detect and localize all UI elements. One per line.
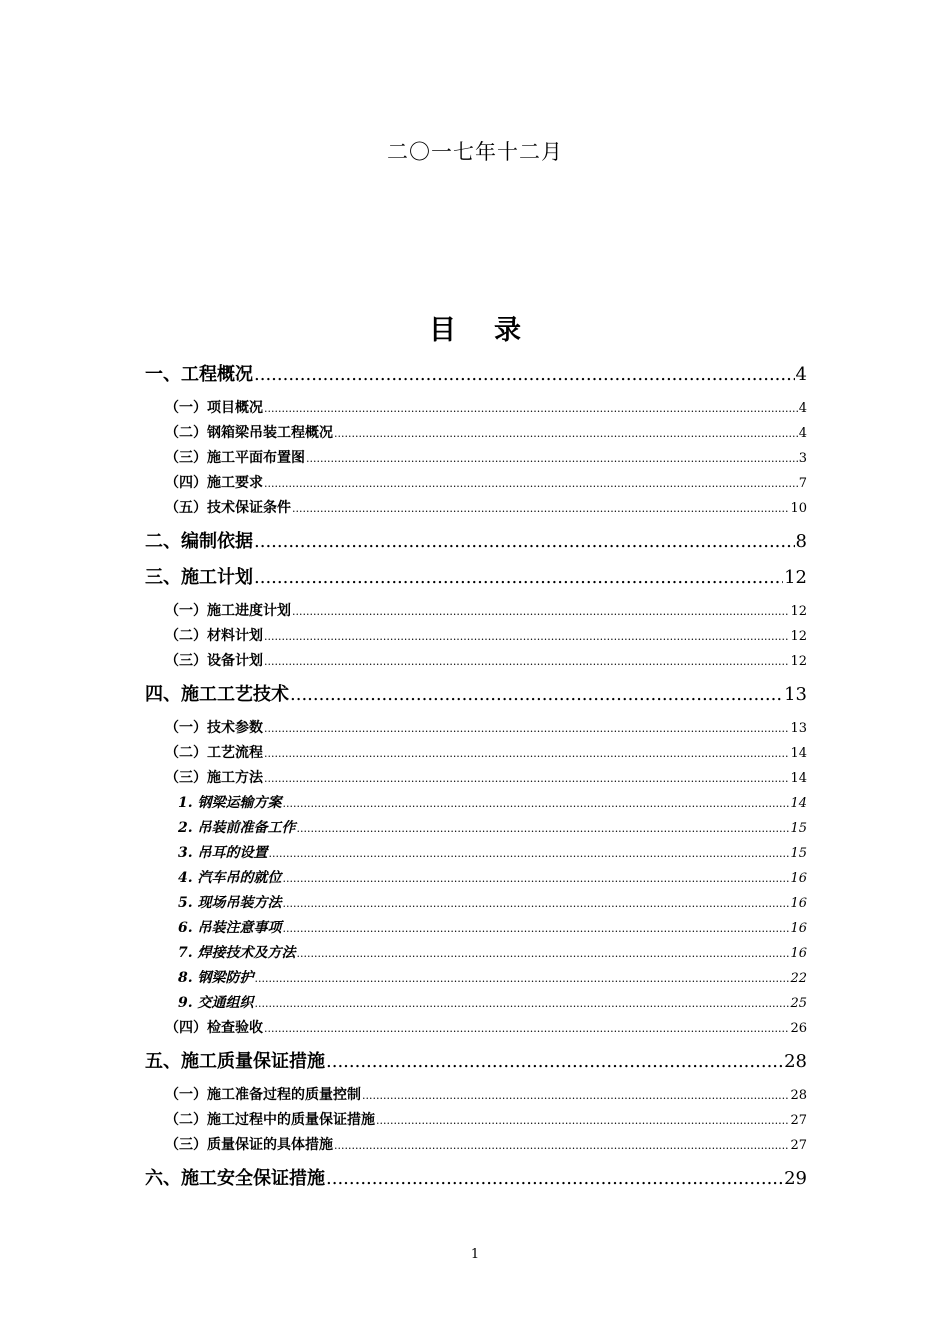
- toc-entry[interactable]: [145, 741, 807, 766]
- toc-entry[interactable]: [145, 1108, 807, 1133]
- toc-entry[interactable]: [145, 766, 807, 791]
- toc-entry-page: 29: [784, 1168, 807, 1189]
- toc-entry-label: 1. 钢梁运输方案: [178, 795, 282, 811]
- toc-dot-leader: [297, 816, 790, 841]
- toc-entry-label: （一）施工准备过程的质量控制: [165, 1087, 361, 1103]
- toc-entry-label: （三）施工平面布置图: [165, 450, 305, 466]
- toc-entry-page: 14: [790, 746, 807, 761]
- toc-entry-label: 9. 交通组织: [178, 995, 254, 1011]
- toc-entry-page: 14: [790, 796, 807, 811]
- toc-entry[interactable]: [145, 471, 807, 496]
- toc-dot-leader: [264, 624, 789, 649]
- toc-entry-page: 22: [790, 971, 807, 986]
- toc-entry[interactable]: [145, 916, 807, 941]
- toc-entry-page: 4: [798, 426, 807, 441]
- toc-entry-label: 四、施工工艺技术: [145, 684, 289, 705]
- toc-entry-page: 27: [790, 1113, 807, 1128]
- toc-entry[interactable]: [145, 1133, 807, 1158]
- toc-entry-label: （一）施工进度计划: [165, 603, 291, 619]
- toc-entry-label: 3. 吊耳的设置: [178, 845, 268, 861]
- toc-dot-leader: [264, 396, 798, 421]
- toc-entry-page: 4: [795, 364, 807, 385]
- toc-entry-label: 7. 焊接技术及方法: [178, 945, 296, 961]
- toc-entry[interactable]: [145, 866, 807, 891]
- toc-entry-label: （三）质量保证的具体措施: [165, 1137, 333, 1153]
- toc-entry-page: 26: [790, 1021, 807, 1036]
- document-date: 二〇一七年十二月: [387, 140, 563, 164]
- table-of-contents: [145, 356, 807, 1196]
- page-number: 1: [470, 1247, 480, 1262]
- toc-entry-page: 3: [798, 451, 807, 466]
- toc-entry[interactable]: [145, 716, 807, 741]
- toc-dot-leader: [264, 716, 789, 741]
- toc-dot-leader: [376, 1108, 789, 1133]
- toc-entry-page: 12: [790, 654, 807, 669]
- toc-entry-page: 12: [784, 567, 807, 588]
- toc-entry-label: （五）技术保证条件: [165, 500, 291, 516]
- toc-dot-leader: [290, 678, 783, 712]
- toc-entry[interactable]: [145, 1016, 807, 1041]
- toc-dot-leader: [264, 741, 789, 766]
- toc-entry-page: 8: [795, 531, 807, 552]
- toc-dot-leader: [326, 1045, 783, 1079]
- toc-entry-label: （一）技术参数: [165, 720, 263, 736]
- toc-entry-label: 一、工程概况: [145, 364, 253, 385]
- toc-entry-page: 13: [790, 721, 807, 736]
- toc-dot-leader: [292, 496, 789, 521]
- toc-entry-page: 27: [790, 1138, 807, 1153]
- toc-entry-label: 六、施工安全保证措施: [145, 1168, 325, 1189]
- toc-entry-label: （三）施工方法: [165, 770, 263, 786]
- toc-entry[interactable]: [145, 496, 807, 521]
- toc-entry-page: 4: [798, 401, 807, 416]
- toc-entry-label: 五、施工质量保证措施: [145, 1051, 325, 1072]
- toc-entry[interactable]: [145, 991, 807, 1016]
- toc-entry-label: （二）钢箱梁吊装工程概况: [165, 425, 333, 441]
- toc-dot-leader: [334, 421, 798, 446]
- toc-entry-page: 12: [790, 604, 807, 619]
- toc-dot-leader: [269, 841, 790, 866]
- toc-dot-leader: [254, 561, 783, 595]
- toc-entry-page: 16: [790, 896, 807, 911]
- toc-entry-label: 8. 钢梁防护: [178, 970, 254, 986]
- toc-dot-leader: [362, 1083, 789, 1108]
- toc-entry-page: 28: [784, 1051, 807, 1072]
- toc-dot-leader: [283, 791, 790, 816]
- toc-entry-page: 28: [790, 1088, 807, 1103]
- toc-entry-label: （二）施工过程中的质量保证措施: [165, 1112, 375, 1128]
- toc-entry[interactable]: [145, 358, 807, 392]
- toc-entry[interactable]: [145, 421, 807, 446]
- toc-entry-label: 6. 吊装注意事项: [178, 920, 282, 936]
- toc-dot-leader: [264, 471, 798, 496]
- toc-entry[interactable]: [145, 966, 807, 991]
- toc-dot-leader: [264, 1016, 789, 1041]
- toc-entry-label: 5. 现场吊装方法: [178, 895, 282, 911]
- toc-entry-label: （三）设备计划: [165, 653, 263, 669]
- toc-entry[interactable]: [145, 624, 807, 649]
- toc-entry[interactable]: [145, 816, 807, 841]
- toc-dot-leader: [283, 866, 790, 891]
- toc-dot-leader: [326, 1162, 783, 1196]
- toc-dot-leader: [283, 916, 790, 941]
- toc-entry[interactable]: [145, 1045, 807, 1079]
- toc-entry-label: （四）检查验收: [165, 1020, 263, 1036]
- toc-entry[interactable]: [145, 891, 807, 916]
- toc-dot-leader: [334, 1133, 789, 1158]
- toc-dot-leader: [255, 991, 790, 1016]
- toc-entry-label: （二）工艺流程: [165, 745, 263, 761]
- toc-entry[interactable]: [145, 446, 807, 471]
- toc-entry-page: 12: [790, 629, 807, 644]
- toc-entry-page: 13: [784, 684, 807, 705]
- toc-entry-page: 7: [798, 476, 807, 491]
- toc-entry-label: （一）项目概况: [165, 400, 263, 416]
- toc-entry-page: 16: [790, 946, 807, 961]
- toc-entry[interactable]: [145, 525, 807, 559]
- toc-title: 目录: [429, 315, 559, 346]
- toc-entry-page: 15: [790, 821, 807, 836]
- toc-dot-leader: [297, 941, 790, 966]
- toc-entry[interactable]: [145, 1083, 807, 1108]
- toc-entry-label: （二）材料计划: [165, 628, 263, 644]
- toc-entry-page: 10: [790, 501, 807, 516]
- toc-entry-label: 三、施工计划: [145, 567, 253, 588]
- toc-entry-label: 4. 汽车吊的就位: [178, 870, 282, 886]
- toc-entry[interactable]: [145, 649, 807, 674]
- toc-dot-leader: [254, 525, 795, 559]
- toc-entry-page: 14: [790, 771, 807, 786]
- toc-entry-page: 16: [790, 921, 807, 936]
- toc-entry[interactable]: [145, 561, 807, 595]
- toc-entry[interactable]: [145, 1162, 807, 1196]
- toc-entry-label: 2. 吊装前准备工作: [178, 820, 296, 836]
- toc-entry-page: 16: [790, 871, 807, 886]
- toc-entry-label: （四）施工要求: [165, 475, 263, 491]
- toc-dot-leader: [306, 446, 798, 471]
- toc-entry-label: 二、编制依据: [145, 531, 253, 552]
- toc-entry[interactable]: [145, 841, 807, 866]
- toc-entry[interactable]: [145, 599, 807, 624]
- toc-entry[interactable]: [145, 678, 807, 712]
- toc-entry[interactable]: [145, 791, 807, 816]
- toc-dot-leader: [292, 599, 789, 624]
- toc-entry[interactable]: [145, 396, 807, 421]
- toc-dot-leader: [264, 649, 789, 674]
- toc-dot-leader: [255, 966, 790, 991]
- toc-entry-page: 15: [790, 846, 807, 861]
- toc-entry[interactable]: [145, 941, 807, 966]
- toc-dot-leader: [254, 358, 795, 392]
- toc-entry-page: 25: [790, 996, 807, 1011]
- toc-dot-leader: [283, 891, 790, 916]
- toc-dot-leader: [264, 766, 789, 791]
